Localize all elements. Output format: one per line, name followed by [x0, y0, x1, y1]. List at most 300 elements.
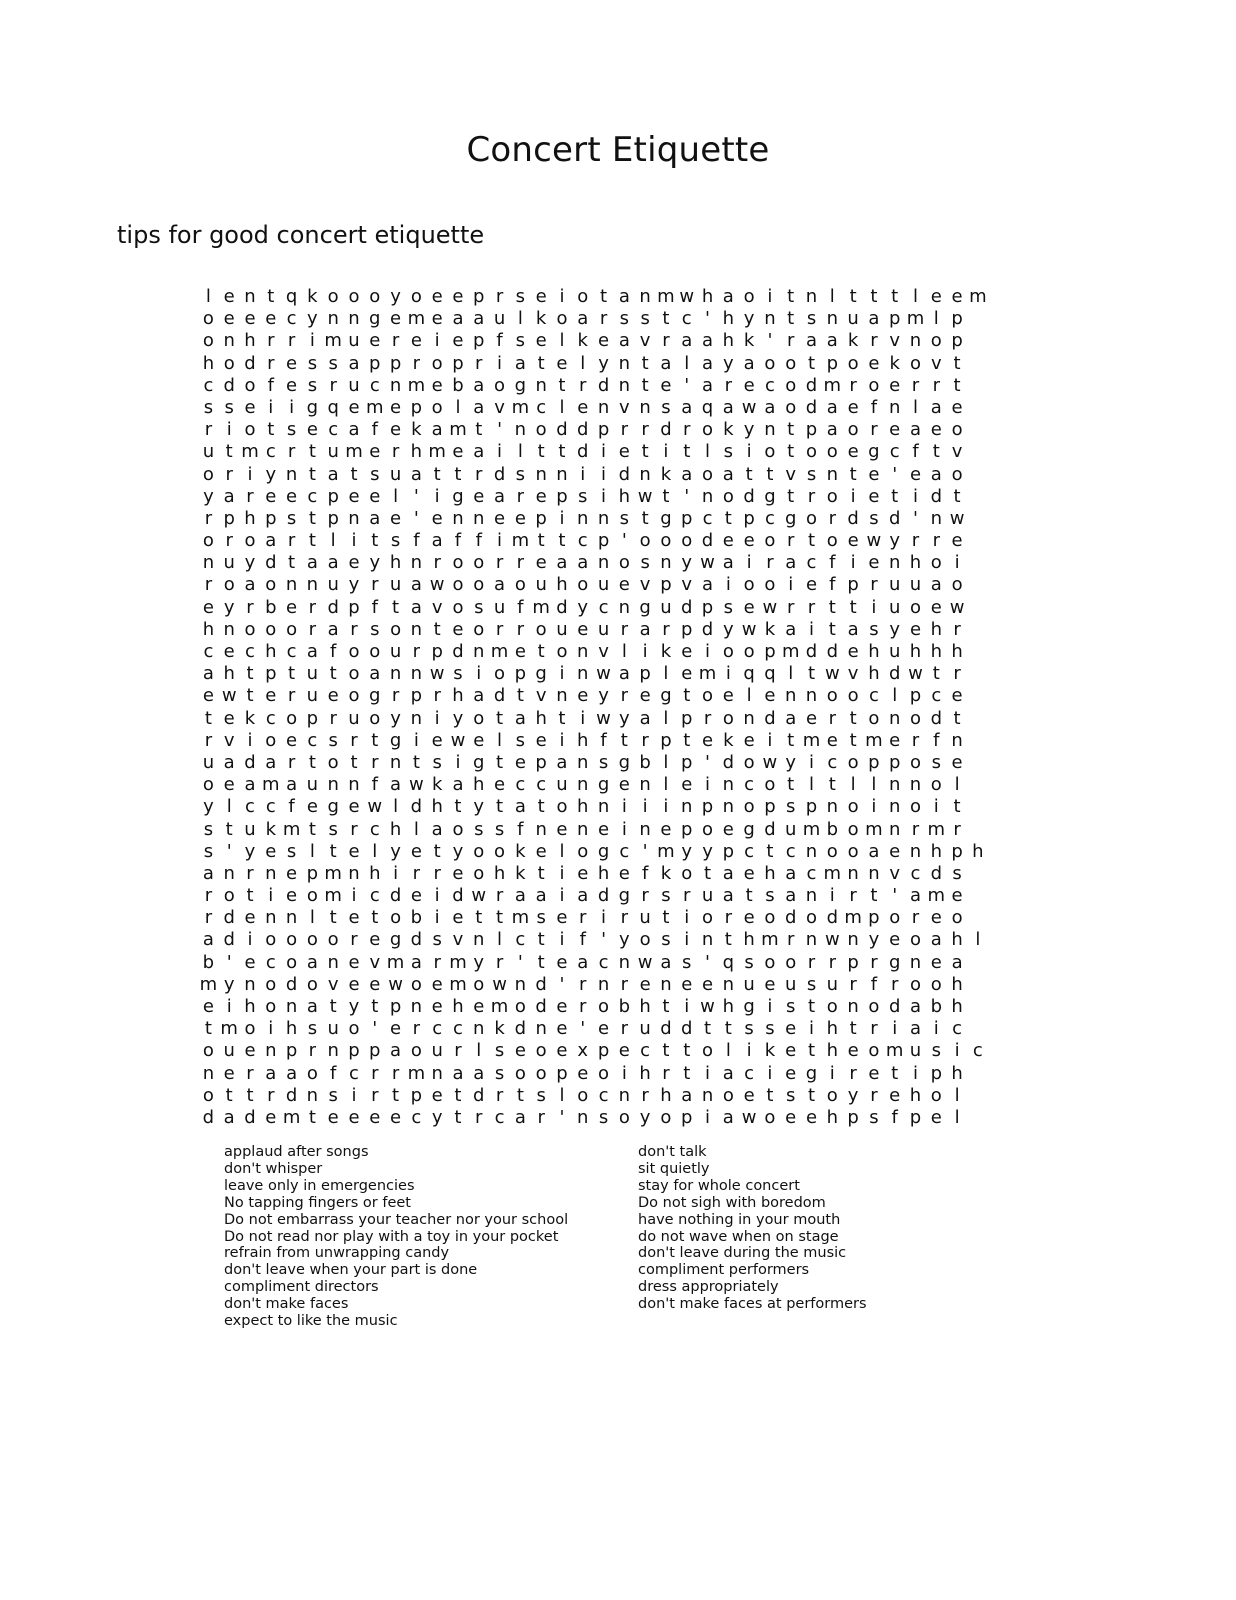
grid-letter: u: [597, 618, 610, 640]
grid-letter: o: [223, 574, 235, 596]
grid-letter: f: [641, 862, 649, 884]
grid-letter: e: [223, 308, 235, 330]
grid-letter: s: [619, 308, 630, 330]
grid-letter: n: [722, 774, 735, 796]
grid-letter: i: [559, 885, 565, 907]
grid-letter: e: [473, 485, 485, 507]
grid-letter: e: [577, 862, 589, 884]
grid-letter: o: [244, 419, 256, 441]
grid-letter: c: [369, 374, 380, 396]
grid-letter: g: [514, 374, 527, 396]
grid-letter: i: [497, 441, 503, 463]
grid-letter: a: [577, 552, 589, 574]
grid-letter: l: [975, 929, 981, 951]
grid-letter: s: [432, 751, 442, 773]
grid-letter: y: [452, 707, 464, 729]
grid-letter: d: [930, 862, 942, 884]
grid-letter: d: [805, 641, 818, 662]
grid-letter: e: [494, 507, 506, 529]
grid-letter: e: [951, 885, 963, 907]
grid-letter: o: [473, 618, 485, 640]
grid-letter: p: [681, 751, 693, 773]
grid-letter: b: [930, 996, 942, 1017]
grid-letter: s: [578, 485, 588, 507]
grid-letter: t: [849, 707, 857, 729]
grid-letter: d: [265, 552, 277, 574]
grid-letter: d: [701, 618, 714, 640]
grid-letter: r: [849, 1062, 857, 1084]
grid-letter: t: [308, 507, 316, 529]
grid-letter: r: [579, 973, 587, 995]
grid-letter: c: [203, 641, 214, 662]
grid-letter: e: [369, 929, 381, 951]
grid-letter: a: [618, 330, 630, 352]
grid-letter: p: [535, 507, 547, 529]
word-list-item: don't leave when your part is done: [224, 1262, 478, 1279]
grid-letter: l: [393, 485, 399, 507]
grid-letter: o: [889, 907, 901, 929]
grid-letter: a: [265, 1062, 277, 1084]
grid-letter: i: [268, 396, 274, 418]
grid-letter: n: [888, 818, 901, 840]
grid-letter: r: [787, 929, 795, 951]
grid-letter: v: [639, 574, 651, 596]
grid-letter: e: [244, 308, 256, 330]
grid-letter: ': [372, 1018, 378, 1040]
grid-letter: r: [890, 973, 899, 995]
grid-letter: n: [660, 552, 672, 574]
grid-letter: p: [327, 507, 339, 529]
grid-letter: w: [762, 596, 778, 618]
grid-letter: e: [889, 1084, 901, 1106]
grid-letter: n: [285, 996, 298, 1017]
grid-letter: r: [599, 308, 608, 330]
grid-letter: s: [515, 463, 526, 485]
grid-letter: l: [372, 840, 378, 862]
grid-letter: a: [722, 286, 734, 307]
grid-letter: s: [806, 973, 817, 995]
word-list-item: don't make faces: [224, 1296, 349, 1313]
grid-letter: g: [618, 751, 631, 773]
grid-letter: ': [413, 485, 419, 507]
grid-letter: t: [766, 840, 774, 862]
grid-letter: u: [597, 574, 610, 596]
word-list-item: refrain from unwrapping candy: [224, 1245, 450, 1262]
grid-letter: m: [241, 441, 259, 463]
grid-letter: i: [663, 796, 669, 818]
grid-letter: e: [577, 685, 589, 707]
grid-letter: d: [556, 419, 568, 441]
grid-row: [198, 530, 1030, 552]
grid-letter: r: [620, 618, 629, 640]
grid-letter: r: [391, 1062, 400, 1084]
grid-letter: e: [327, 1106, 339, 1128]
grid-letter: i: [601, 485, 607, 507]
grid-letter: u: [785, 973, 797, 995]
grid-letter: u: [327, 574, 339, 596]
grid-letter: i: [954, 1040, 960, 1062]
grid-letter: p: [265, 663, 277, 685]
grid-letter: r: [433, 552, 441, 574]
grid-letter: y: [223, 973, 235, 995]
grid-letter: n: [618, 374, 631, 396]
grid-letter: t: [828, 618, 836, 640]
grid-letter: v: [619, 396, 630, 418]
grid-letter: r: [807, 596, 816, 618]
grid-letter: f: [870, 973, 878, 995]
grid-letter: a: [722, 1062, 734, 1084]
grid-letter: o: [410, 1040, 422, 1062]
grid-letter: l: [517, 308, 523, 330]
grid-letter: c: [515, 774, 526, 796]
grid-letter: a: [514, 707, 526, 729]
grid-letter: a: [369, 507, 381, 529]
grid-letter: a: [785, 862, 797, 884]
grid-letter: i: [809, 618, 815, 640]
grid-letter: n: [202, 1062, 215, 1084]
grid-letter: t: [350, 751, 358, 773]
grid-letter: y: [868, 929, 880, 951]
grid-letter: s: [640, 308, 650, 330]
grid-letter: n: [639, 818, 651, 840]
grid-letter: f: [288, 796, 295, 818]
grid-letter: n: [473, 507, 485, 529]
grid-letter: r: [204, 907, 213, 929]
grid-letter: r: [787, 330, 795, 352]
grid-letter: ': [913, 507, 918, 529]
grid-letter: t: [496, 907, 504, 929]
grid-letter: ': [580, 1018, 586, 1040]
grid-letter: l: [705, 441, 711, 463]
grid-letter: f: [829, 574, 836, 596]
grid-letter: t: [433, 463, 441, 485]
grid-letter: g: [389, 729, 402, 751]
grid-letter: o: [202, 1040, 214, 1062]
grid-letter: d: [660, 419, 672, 441]
grid-letter: o: [826, 530, 838, 552]
grid-row: [198, 619, 1030, 641]
grid-letter: i: [247, 929, 253, 951]
grid-letter: o: [847, 352, 859, 374]
grid-letter: n: [618, 951, 631, 973]
grid-letter: r: [495, 1084, 504, 1106]
grid-letter: t: [849, 463, 857, 485]
grid-letter: e: [286, 374, 298, 396]
word-list-item: stay for whole concert: [638, 1177, 800, 1194]
grid-letter: l: [393, 796, 399, 818]
grid-letter: e: [930, 596, 942, 618]
grid-letter: a: [473, 1062, 485, 1084]
grid-letter: d: [389, 885, 402, 907]
grid-letter: r: [870, 951, 878, 973]
grid-letter: r: [787, 596, 795, 618]
grid-letter: e: [223, 286, 235, 307]
grid-letter: u: [493, 308, 506, 330]
grid-letter: s: [203, 818, 214, 840]
grid-letter: t: [891, 286, 899, 307]
grid-letter: y: [743, 419, 755, 441]
grid-letter: r: [350, 929, 358, 951]
grid-letter: o: [806, 907, 818, 929]
grid-letter: t: [558, 441, 566, 463]
grid-letter: t: [703, 1018, 712, 1040]
grid-letter: u: [389, 463, 402, 485]
grid-letter: t: [516, 685, 524, 707]
grid-letter: d: [701, 530, 714, 552]
grid-letter: p: [764, 641, 776, 662]
grid-letter: a: [577, 951, 589, 973]
grid-letter: l: [497, 729, 503, 751]
grid-letter: u: [348, 330, 360, 352]
grid-letter: n: [847, 929, 859, 951]
grid-letter: r: [724, 907, 733, 929]
grid-letter: e: [889, 419, 901, 441]
grid-letter: i: [621, 818, 627, 840]
grid-letter: o: [244, 374, 256, 396]
grid-letter: d: [784, 907, 797, 929]
grid-letter: ': [497, 419, 503, 441]
grid-letter: o: [868, 374, 880, 396]
grid-letter: c: [265, 707, 276, 729]
grid-letter: p: [369, 352, 381, 374]
grid-letter: n: [597, 552, 610, 574]
grid-letter: t: [724, 1018, 732, 1040]
grid-letter: o: [826, 1084, 838, 1106]
grid-letter: m: [906, 308, 925, 330]
grid-letter: ': [621, 530, 627, 552]
grid-letter: k: [660, 862, 672, 884]
grid-letter: e: [847, 641, 859, 662]
grid-letter: o: [660, 1106, 672, 1128]
grid-letter: y: [348, 574, 360, 596]
grid-letter: m: [802, 729, 821, 751]
grid-letter: y: [577, 596, 589, 618]
grid-letter: u: [888, 641, 901, 662]
grid-letter: r: [932, 530, 940, 552]
grid-letter: t: [371, 907, 379, 929]
grid-letter: a: [577, 308, 589, 330]
grid-letter: y: [785, 751, 797, 773]
grid-letter: r: [516, 618, 525, 640]
grid-letter: a: [306, 641, 318, 662]
grid-letter: u: [660, 596, 672, 618]
grid-letter: p: [348, 596, 360, 618]
grid-letter: l: [226, 796, 232, 818]
grid-letter: m: [199, 973, 218, 995]
grid-letter: e: [847, 396, 859, 418]
grid-letter: a: [660, 951, 672, 973]
grid-letter: n: [265, 1040, 277, 1062]
grid-letter: o: [639, 530, 651, 552]
grid-letter: e: [348, 552, 360, 574]
grid-letter: k: [764, 1040, 776, 1062]
grid-letter: e: [805, 574, 818, 596]
grid-letter: s: [307, 374, 318, 396]
grid-letter: t: [558, 530, 566, 552]
grid-letter: a: [202, 929, 214, 951]
grid-letter: c: [744, 1062, 755, 1084]
grid-letter: m: [449, 419, 467, 441]
grid-letter: o: [764, 530, 776, 552]
grid-letter: p: [951, 840, 963, 862]
grid-letter: l: [497, 929, 503, 951]
grid-letter: o: [202, 330, 214, 352]
grid-letter: h: [410, 441, 423, 463]
grid-letter: g: [888, 951, 901, 973]
grid-letter: a: [702, 352, 714, 374]
grid-letter: a: [951, 951, 963, 973]
grid-letter: ': [559, 1106, 565, 1128]
grid-letter: b: [265, 596, 277, 618]
grid-letter: n: [639, 286, 651, 307]
grid-letter: q: [743, 663, 755, 685]
grid-letter: e: [390, 507, 402, 529]
grid-letter: y: [307, 308, 318, 330]
grid-letter: e: [431, 1084, 443, 1106]
grid-letter: h: [265, 641, 277, 662]
grid-letter: t: [703, 862, 712, 884]
grid-letter: i: [850, 552, 856, 574]
grid-letter: e: [348, 396, 360, 418]
grid-letter: e: [764, 685, 776, 707]
grid-letter: y: [619, 929, 630, 951]
grid-letter: h: [930, 641, 942, 662]
grid-letter: r: [724, 374, 733, 396]
grid-letter: a: [722, 885, 734, 907]
grid-letter: e: [244, 907, 256, 929]
grid-letter: p: [701, 596, 714, 618]
grid-letter: l: [912, 396, 918, 418]
grid-letter: ': [767, 330, 773, 352]
grid-letter: n: [909, 774, 922, 796]
grid-letter: t: [600, 286, 608, 307]
grid-letter: m: [345, 441, 363, 463]
grid-letter: p: [597, 530, 610, 552]
grid-letter: c: [265, 796, 276, 818]
grid-letter: s: [536, 1084, 546, 1106]
grid-letter: e: [743, 729, 755, 751]
grid-letter: o: [702, 907, 714, 929]
grid-letter: p: [847, 1106, 859, 1128]
grid-letter: a: [722, 552, 734, 574]
grid-letter: y: [889, 530, 901, 552]
grid-letter: t: [454, 796, 462, 818]
grid-letter: r: [412, 352, 421, 374]
grid-letter: o: [265, 618, 277, 640]
grid-letter: o: [202, 774, 214, 796]
grid-letter: o: [473, 707, 485, 729]
grid-letter: t: [371, 530, 379, 552]
grid-letter: n: [805, 840, 818, 862]
grid-letter: s: [931, 751, 941, 773]
grid-letter: h: [826, 1018, 839, 1040]
grid-letter: n: [618, 1084, 631, 1106]
grid-row: [198, 752, 1030, 774]
grid-letter: n: [556, 685, 568, 707]
grid-letter: y: [390, 707, 401, 729]
grid-letter: o: [244, 1018, 256, 1040]
grid-letter: i: [725, 663, 731, 685]
grid-letter: i: [663, 441, 669, 463]
grid-letter: e: [286, 885, 298, 907]
grid-letter: r: [932, 374, 940, 396]
grid-letter: c: [744, 840, 755, 862]
grid-row: [198, 353, 1030, 375]
grid-letter: e: [514, 641, 526, 662]
grid-letter: o: [930, 1084, 942, 1106]
grid-letter: m: [324, 862, 342, 884]
grid-letter: v: [951, 441, 963, 463]
grid-letter: b: [618, 996, 631, 1017]
grid-letter: n: [618, 352, 631, 374]
grid-letter: r: [433, 862, 441, 884]
grid-letter: v: [494, 396, 505, 418]
grid-letter: u: [223, 552, 235, 574]
grid-letter: c: [328, 419, 339, 441]
grid-letter: e: [577, 1062, 589, 1084]
grid-letter: a: [785, 885, 797, 907]
grid-letter: o: [577, 1084, 589, 1106]
grid-letter: e: [868, 352, 880, 374]
grid-letter: g: [597, 774, 610, 796]
grid-letter: s: [453, 663, 463, 685]
grid-letter: s: [307, 352, 318, 374]
grid-letter: k: [743, 330, 755, 352]
grid-letter: ': [226, 951, 232, 973]
grid-letter: o: [327, 286, 339, 307]
grid-letter: r: [267, 1084, 275, 1106]
grid-letter: a: [930, 574, 942, 596]
grid-letter: p: [639, 663, 651, 685]
grid-letter: n: [327, 308, 339, 330]
grid-letter: o: [764, 1106, 776, 1128]
grid-letter: h: [972, 840, 984, 862]
grid-letter: e: [743, 1084, 755, 1106]
grid-letter: r: [911, 729, 920, 751]
grid-letter: p: [410, 685, 423, 707]
grid-letter: o: [202, 1084, 214, 1106]
grid-letter: m: [927, 818, 946, 840]
grid-letter: n: [535, 463, 547, 485]
grid-letter: t: [558, 707, 566, 729]
grid-letter: n: [410, 618, 423, 640]
grid-letter: a: [909, 419, 921, 441]
grid-letter: e: [348, 907, 360, 929]
grid-letter: e: [743, 907, 755, 929]
grid-letter: n: [785, 685, 797, 707]
grid-letter: c: [369, 818, 380, 840]
grid-letter: o: [722, 1084, 734, 1106]
grid-letter: e: [452, 862, 464, 884]
grid-letter: t: [870, 286, 878, 307]
grid-letter: w: [700, 996, 715, 1017]
grid-letter: o: [286, 929, 298, 951]
grid-letter: e: [535, 840, 547, 862]
grid-letter: k: [244, 707, 256, 729]
grid-letter: t: [662, 996, 670, 1017]
grid-letter: ': [559, 973, 565, 995]
grid-letter: k: [411, 419, 422, 441]
grid-letter: o: [743, 796, 755, 818]
grid-row: [198, 375, 1030, 397]
grid-letter: t: [807, 996, 816, 1017]
grid-letter: q: [722, 951, 735, 973]
grid-letter: c: [931, 685, 942, 707]
grid-letter: p: [701, 796, 714, 818]
grid-letter: o: [306, 929, 318, 951]
grid-letter: e: [535, 485, 547, 507]
grid-letter: t: [204, 707, 212, 729]
